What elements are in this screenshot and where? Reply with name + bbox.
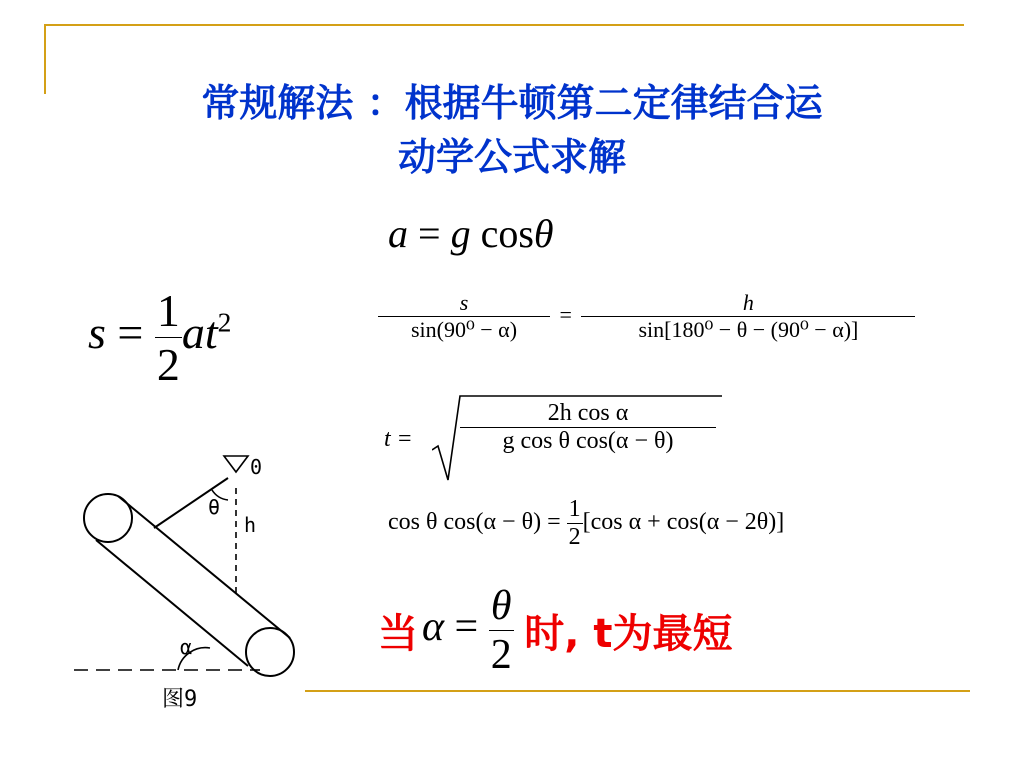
conveyor-figure [60,448,300,720]
figure-caption: 图9 [162,687,198,712]
theta-over-two: $\frac{\theta}{2}$ [490,583,512,678]
time-fraction: $\frac{\text{2h cos α}}{\text{g cos θ cos(α − θ)}}$ [462,400,714,455]
belt-bottom [96,540,248,666]
label-theta: θ [208,495,221,519]
sine-law-rhs: $\frac{h}{\text{sin[180⁰ − θ − (90⁰ − α)]}}$ [583,290,913,343]
sine-law-equation: $\frac{s}{\text{sin(90⁰ − α)}}$ = $\frac{h}{\text{sin[180⁰ − θ − (90⁰ − α)]}}$ [380,290,913,343]
sine-law-lhs: $\frac{s}{\text{sin(90⁰ − α)}}$ [380,290,548,343]
identity-half: $\frac{1}{2}$ [568,496,581,550]
slide-title [40,76,984,184]
label-zero: 0 [250,455,263,479]
identity-equation: cos θ cos(α − θ) = $\frac{1}{2}$ [cos α + cos(α − 2θ)] [388,496,785,550]
top-accent-line [44,24,964,26]
belt-top [118,496,290,638]
acceleration-equation: a = g cosθ [388,211,554,256]
label-h: h [244,513,257,537]
bottom-accent-line [305,690,970,692]
label-alpha: α [180,635,193,659]
title-line-2: 动学公式求解 [397,135,626,179]
half-fraction: $\frac{1}{2}$ [156,285,180,390]
conclusion: 当 α = $\frac{\theta}{2}$ 时, t为最短 [378,583,733,678]
distance-equation: s = $\frac{1}{2}$ $at^2$ [88,285,232,390]
title-line-1: 常规解法 ：根据牛顿第二定律结合运 [201,81,823,125]
start-marker [224,456,248,472]
